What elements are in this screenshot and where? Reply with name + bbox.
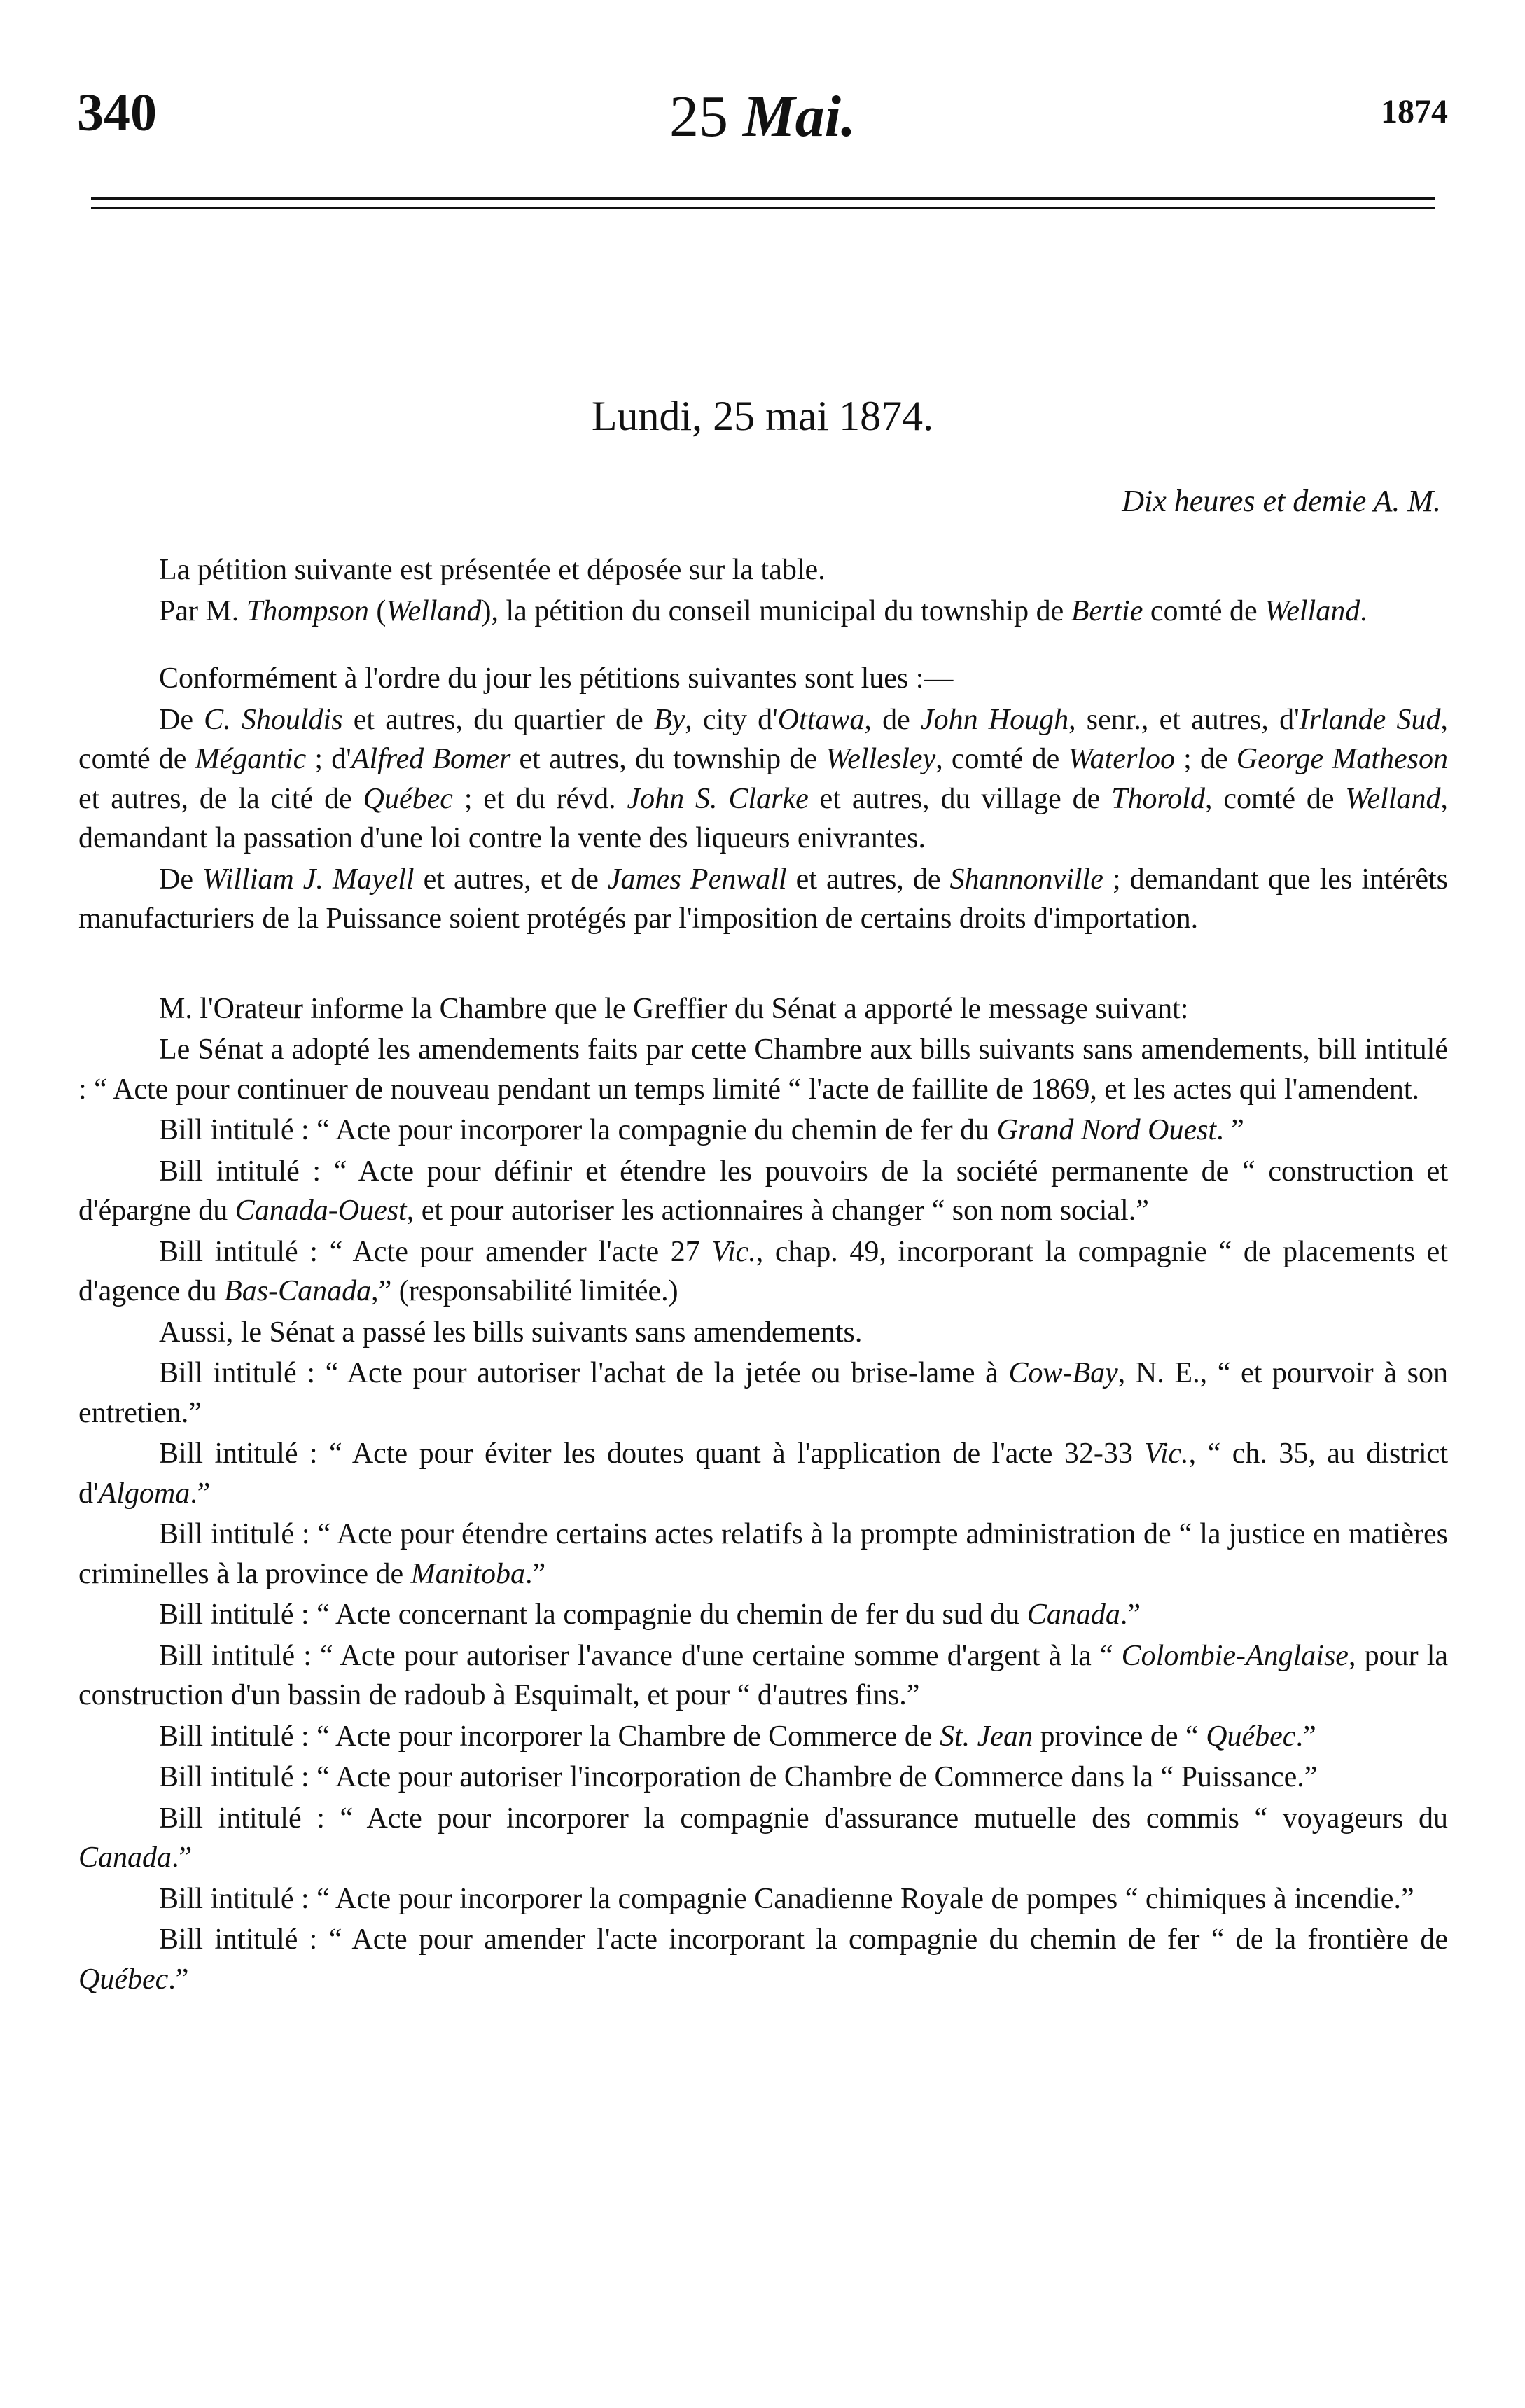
paragraph: Bill intitulé : “ Acte pour autoriser l'incorporation de Chambre de Commerce dans la “ Puissance.” <box>159 1761 1318 1793</box>
section-title: Lundi, 25 mai 1874. <box>591 393 934 439</box>
paragraph: Bill intitulé : “ Acte pour incorporer la compagnie du chemin de fer du Grand Nord Ouest. ” <box>159 1114 1244 1146</box>
paragraph: La pétition suivante est présentée et déposée sur la table. <box>159 554 826 586</box>
paragraph: Le Sénat a adopté les amendements faits par cette Chambre aux bills suivants sans amendements, bill intitulé : “ Acte pour continuer de nouveau pendant un temps limité “ l'acte de faillite de 1869, et les actes qui l'amendent. <box>78 1034 1448 1106</box>
header-date <box>77 83 1448 151</box>
paragraph: De C. Shouldis et autres, du quartier de By, city d'Ottawa, de John Hough, senr., et autres, d'Irlande Sud, comté de Mégantic ; d'Alfred Bomer et autres, du township de Wellesley, comté de Waterloo ; de George Matheson et autres, de la cité de Québec ; et du révd. John S. Clarke et autres, du village de Thorold, comté de Welland, demandant la passation d'une loi contre la vente des liqueurs enivrantes. <box>78 703 1449 854</box>
page-number: 340 <box>77 83 157 142</box>
paragraph: Conformément à l'ordre du jour les pétitions suivantes sont lues :— <box>159 662 954 695</box>
paragraph: Bill intitulé : “ Acte pour étendre certains actes relatifs à la prompte administration de “ la justice en matières criminelles à la province de Manitoba.” <box>78 1518 1448 1590</box>
journal-content <box>78 550 1448 1999</box>
paragraph: M. l'Orateur informe la Chambre que le Greffier du Sénat a apporté le message suivant: <box>159 992 1189 1025</box>
paragraph: Bill intitulé : “ Acte concernant la compagnie du chemin de fer du sud du Canada.” <box>159 1599 1141 1631</box>
header-rule-bottom <box>91 207 1435 209</box>
paragraph: Bill intitulé : “ Acte pour éviter les doutes quant à l'application de l'acte 32-33 Vic., “ ch. 35, au district d'Algoma.” <box>78 1438 1448 1510</box>
header-month: Mai. <box>742 84 856 149</box>
paragraph: Bill intitulé : “ Acte pour autoriser l'avance d'une certaine somme d'argent à la “ Colombie-Anglaise, pour la construction d'un bassin de radoub à Esquimalt, et pour “ d'autres fins.” <box>78 1639 1448 1711</box>
header-rule-top <box>91 197 1435 200</box>
page-header <box>77 83 1448 160</box>
session-time: Dix heures et demie A. M. <box>1122 484 1441 518</box>
paragraph: Par M. Thompson (Welland), la pétition du conseil municipal du township de Bertie comté de Welland. <box>159 594 1367 627</box>
paragraph: Bill intitulé : “ Acte pour incorporer la Chambre de Commerce de St. Jean province de “ Québec.” <box>159 1720 1316 1753</box>
paragraph: Bill intitulé : “ Acte pour amender l'acte incorporant la compagnie du chemin de fer “ de la frontière de Québec.” <box>78 1923 1448 1996</box>
paragraph: Bill intitulé : “ Acte pour incorporer la compagnie d'assurance mutuelle des commis “ voyageurs du Canada.” <box>78 1802 1448 1874</box>
paragraph: Bill intitulé : “ Acte pour autoriser l'achat de la jetée ou brise-lame à Cow-Bay, N. E., “ et pourvoir à son entretien.” <box>78 1357 1448 1429</box>
paragraph: De William J. Mayell et autres, et de James Penwall et autres, de Shannonville ; demandant que les intérêts manufacturiers de la Puissance soient protégés par l'imposition de certains droits d'importation. <box>78 863 1448 935</box>
paragraph: Bill intitulé : “ Acte pour définir et étendre les pouvoirs de la société permanente de “ construction et d'épargne du Canada-Ouest, et pour autoriser les actionnaires à changer “ son nom social.” <box>78 1155 1448 1227</box>
header-year: 1874 <box>1381 93 1448 130</box>
paragraph: Aussi, le Sénat a passé les bills suivants sans amendements. <box>159 1316 863 1349</box>
header-day: 25 <box>669 84 728 149</box>
paragraph: Bill intitulé : “ Acte pour amender l'acte 27 Vic., chap. 49, incorporant la compagnie “ de placements et d'agence du Bas-Canada,” (responsabilité limitée.) <box>78 1235 1448 1307</box>
paragraph: Bill intitulé : “ Acte pour incorporer la compagnie Canadienne Royale de pompes “ chimiques à incendie.” <box>159 1882 1414 1915</box>
